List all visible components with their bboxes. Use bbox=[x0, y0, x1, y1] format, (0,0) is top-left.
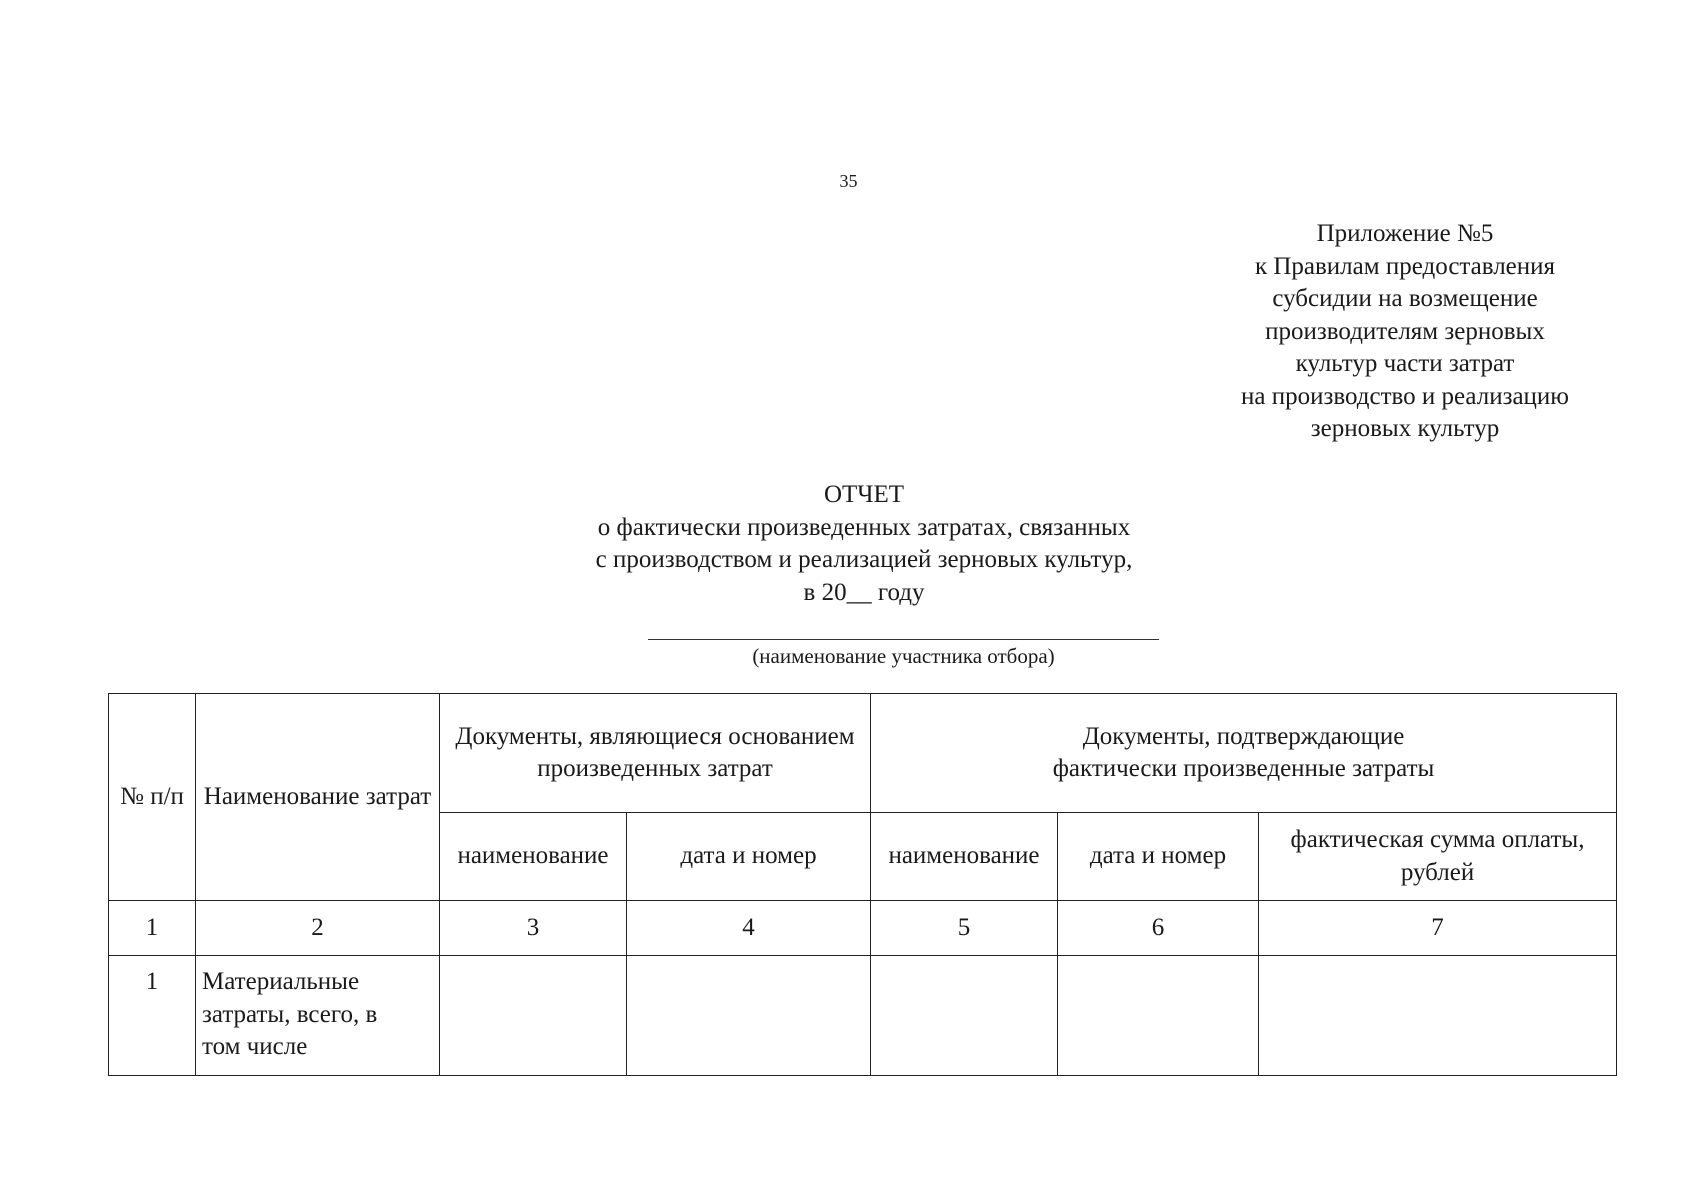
table-row bbox=[109, 956, 1617, 1076]
header-col-no: № п/п bbox=[109, 694, 196, 901]
row-cost-name: Материальные затраты, всего, в том числе bbox=[196, 956, 440, 1076]
row-basis-date bbox=[627, 956, 871, 1076]
header-basis-name: наименование bbox=[440, 813, 627, 901]
column-number: 2 bbox=[196, 901, 440, 956]
header-group-confirm: Документы, подтверждающие фактически произведенные затраты bbox=[871, 694, 1617, 813]
participant-caption: (наименование участника отбора) bbox=[752, 644, 1055, 668]
appendix-line: к Правилам предоставления bbox=[1254, 252, 1556, 280]
costs-report-table bbox=[108, 693, 1617, 1076]
appendix-line: зерновых культур bbox=[1310, 415, 1500, 442]
column-number: 5 bbox=[871, 901, 1058, 956]
column-number: 4 bbox=[627, 901, 871, 956]
appendix-line: культур части затрат bbox=[1295, 350, 1515, 377]
header-confirm-name: наименование bbox=[871, 813, 1058, 901]
appendix-line: производителям зерновых bbox=[1265, 317, 1545, 345]
column-number: 6 bbox=[1058, 901, 1259, 956]
report-title bbox=[0, 479, 1697, 609]
appendix-block bbox=[1200, 218, 1610, 446]
report-title-line: о фактически произведенных затратах, связанных bbox=[597, 513, 1131, 541]
report-title-line: в 20__ году bbox=[803, 578, 925, 606]
header-basis-date: дата и номер bbox=[627, 813, 871, 901]
report-title-line: с производством и реализацией зерновых культур, bbox=[595, 546, 1133, 573]
row-basis-name bbox=[440, 956, 627, 1076]
header-col-name: Наименование затрат bbox=[196, 694, 440, 901]
participant-underline bbox=[648, 639, 1159, 640]
row-number: 1 bbox=[109, 956, 196, 1076]
row-confirm-name bbox=[871, 956, 1058, 1076]
appendix-line: на производство и реализацию bbox=[1240, 382, 1569, 410]
column-number: 7 bbox=[1259, 901, 1617, 956]
header-group-basis: Документы, являющиеся основанием произведенных затрат bbox=[440, 694, 871, 813]
header-confirm-date: дата и номер bbox=[1058, 813, 1259, 901]
column-number: 1 bbox=[109, 901, 196, 956]
column-number: 3 bbox=[440, 901, 627, 956]
row-confirm-date bbox=[1058, 956, 1259, 1076]
page-number: 35 bbox=[839, 171, 858, 191]
header-row-groups bbox=[109, 694, 1617, 813]
appendix-line: Приложение №5 bbox=[1316, 220, 1494, 247]
report-heading: ОТЧЕТ bbox=[823, 481, 905, 508]
header-confirm-sum: фактическая сумма оплаты, рублей bbox=[1259, 813, 1617, 901]
numbering-row bbox=[109, 901, 1617, 956]
row-confirm-sum bbox=[1259, 956, 1617, 1076]
appendix-line: субсидии на возмещение bbox=[1272, 285, 1538, 312]
